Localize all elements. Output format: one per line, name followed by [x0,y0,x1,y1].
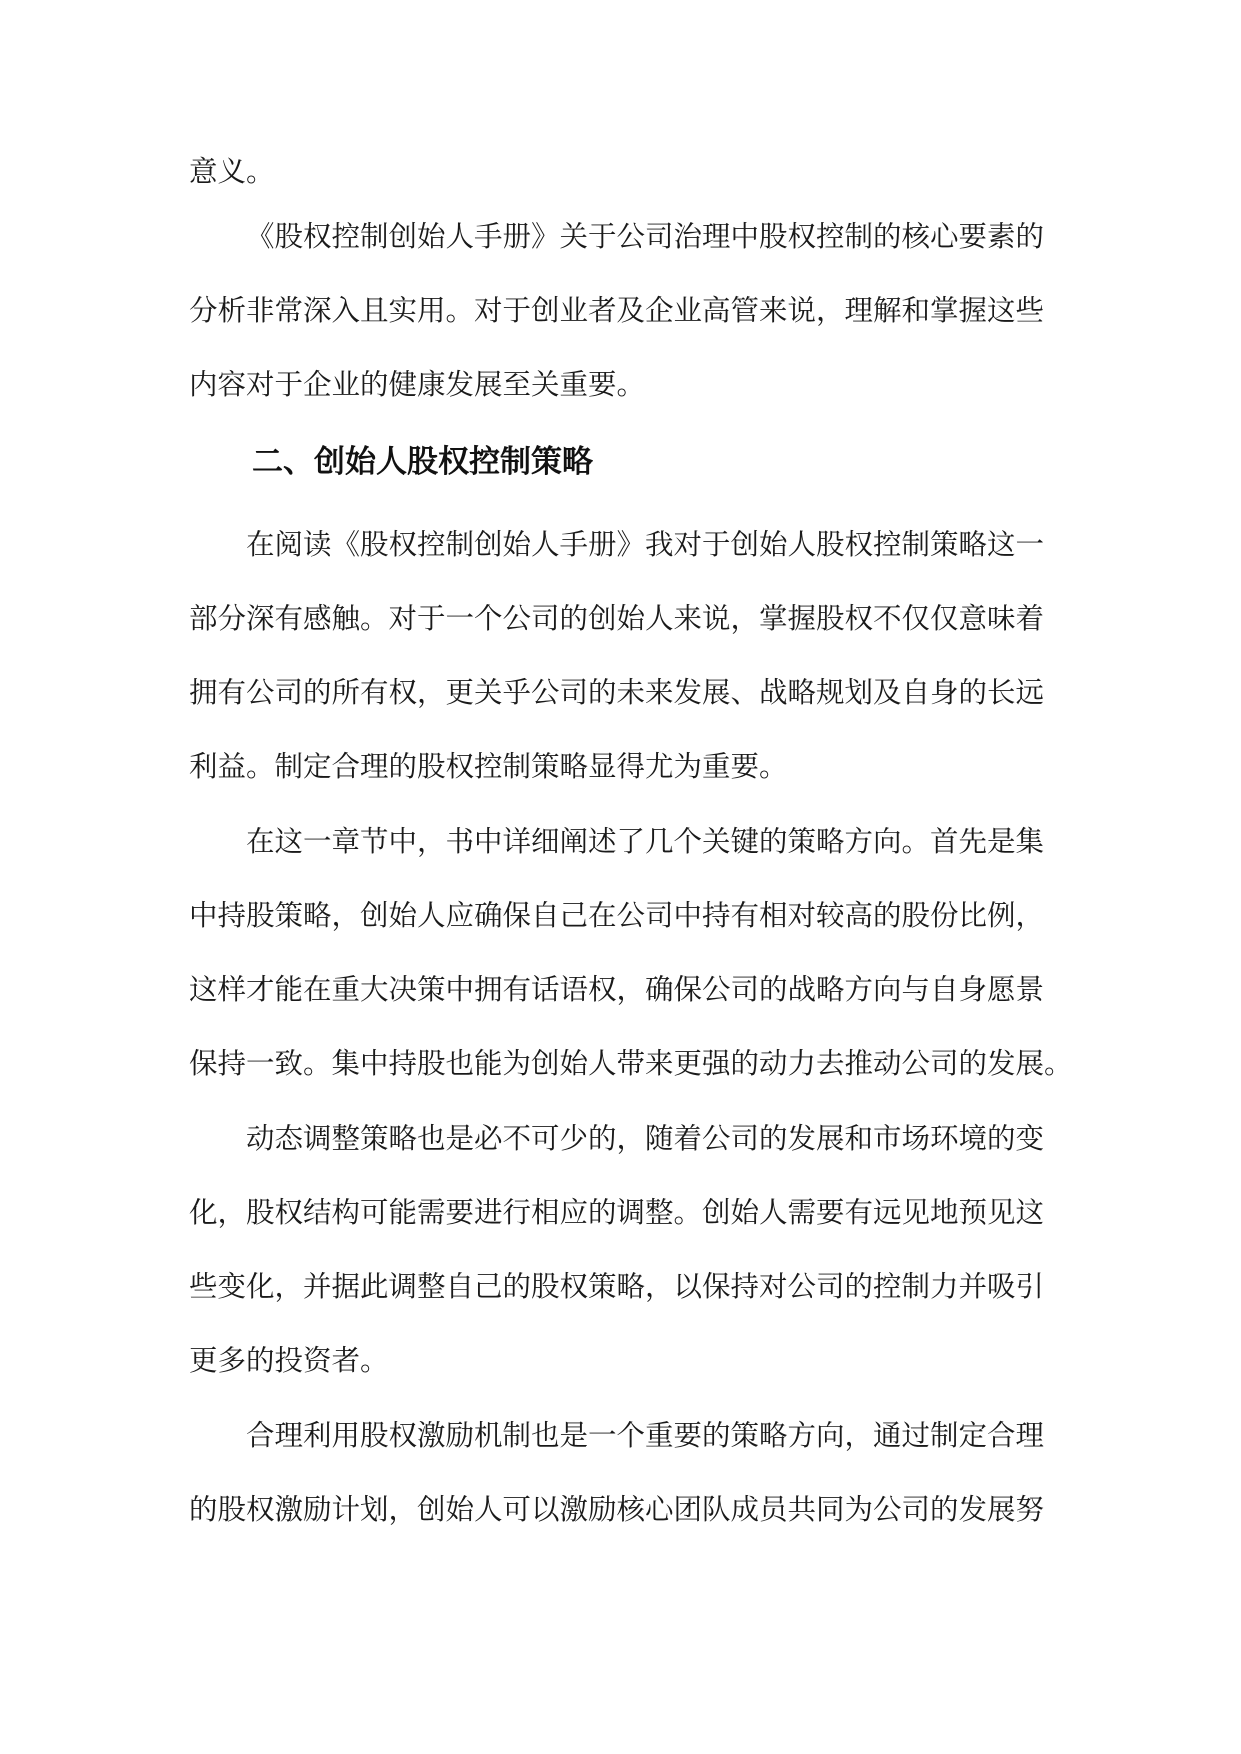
text-line: 化，股权结构可能需要进行相应的调整。创始人需要有远见地预见这 [189,1196,1045,1229]
text-line: 这样才能在重大决策中拥有话语权，确保公司的战略方向与自身愿景 [189,973,1045,1006]
text-line: 内容对于企业的健康发展至关重要。 [189,368,646,401]
text-line: 利益。制定合理的股权控制策略显得尤为重要。 [189,750,788,783]
paragraph-dynamic-adjustment [189,1102,1049,1398]
section-heading: 二、创始人股权控制策略 [252,444,593,480]
text-line: 保持一致。集中持股也能为创始人带来更强的动力去推动公司的发展。 [189,1047,1073,1080]
text-line: 部分深有感触。对于一个公司的创始人来说，掌握股权不仅仅意味着 [189,602,1045,635]
text-line: 《股权控制创始人手册》关于公司治理中股权控制的核心要素的 [246,220,1045,253]
text-line: 意义。 [189,155,275,188]
paragraph-concentrated-holding [189,805,1073,1101]
text-line: 动态调整策略也是必不可少的，随着公司的发展和市场环境的变 [246,1122,1045,1155]
paragraph-continuation [189,135,1049,209]
paragraph-equity-incentive [189,1399,1049,1547]
text-line: 中持股策略，创始人应确保自己在公司中持有相对较高的股份比例， [189,899,1045,932]
text-line: 更多的投资者。 [189,1344,389,1377]
text-line: 分析非常深入且实用。对于创业者及企业高管来说，理解和掌握这些 [189,294,1045,327]
text-line: 些变化，并据此调整自己的股权策略，以保持对公司的控制力并吸引 [189,1270,1045,1303]
text-line: 在这一章节中，书中详细阐述了几个关键的策略方向。首先是集 [246,825,1045,858]
paragraph-intro [189,508,1049,804]
text-line: 拥有公司的所有权，更关乎公司的未来发展、战略规划及自身的长远 [189,676,1045,709]
text-line: 合理利用股权激励机制也是一个重要的策略方向，通过制定合理 [246,1419,1045,1452]
text-line: 的股权激励计划，创始人可以激励核心团队成员共同为公司的发展努 [189,1493,1045,1526]
paragraph-summary [189,200,1049,422]
text-line: 在阅读《股权控制创始人手册》我对于创始人股权控制策略这一 [246,528,1045,561]
